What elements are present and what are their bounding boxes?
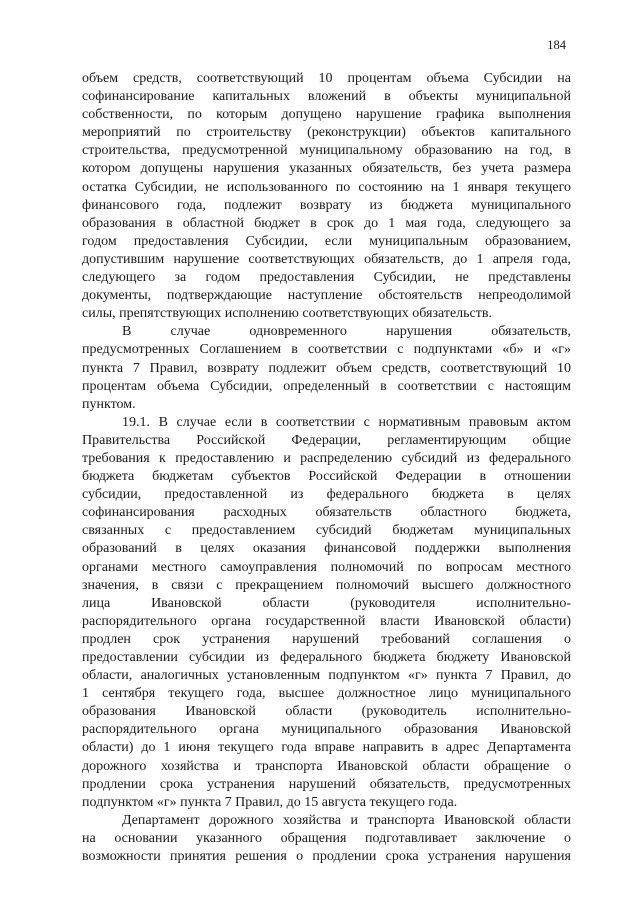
text-line: котором допущены нарушения указанных обязательств, без учета размера [82,161,571,177]
text-line: образований в целях оказания финансовой поддержки выполнения [82,541,571,557]
text-line: Департамент дорожного хозяйства и транспорта Ивановской области [122,812,571,828]
text-line: силы, препятствующих исполнению соответствующих обязательств. [82,306,492,322]
paragraph [82,414,571,812]
text-line: мероприятий по строительству (реконструкции) объектов капитального [82,125,571,141]
text-line: значения, в связи с прекращением полномочий высшего должностного [82,577,571,593]
text-line: процентам объема Субсидии, определенный в соответствии с настоящим [82,378,571,394]
text-line: софинансирования расходных обязательств областного бюджета, [82,505,571,521]
text-line: В случае одновременного нарушения обязательств, [122,324,571,340]
text-line: области, аналогичных установленным подпунктом «г» пункта 7 Правил, до [82,668,571,684]
text-line: дорожного хозяйства и транспорта Ивановской области обращение о [82,758,571,774]
paragraph [82,812,571,866]
text-line: образования в областной бюджет в срок до 1 мая года, следующего за [82,215,571,231]
text-line: документы, подтверждающие наступление обстоятельств непреодолимой [82,288,571,304]
text-line: годом предоставления Субсидии, если муниципальным образованием, [82,233,571,249]
text-line: продлении срока устранения нарушений обязательств, предусмотренных [82,776,571,792]
text-line: пунктом. [82,396,136,412]
text-line: распорядительного органа государственной власти Ивановской области) [82,613,571,629]
text-line: продлен срок устранения нарушений требований соглашения о [82,631,571,647]
text-line: предоставлении субсидии из федерального бюджета бюджету Ивановской [82,650,571,665]
text-line: собственности, по которым допущено нарушение графика выполнения [82,107,571,123]
text-line: пункта 7 Правил, возврату подлежит объем средств, соответствующий 10 [82,360,571,376]
text-line: субсидии, предоставленной из федерального бюджета в целях [82,487,571,503]
text-line: финансового года, подлежит возврату из бюджета муниципального [82,197,571,213]
text-line: допустившим нарушение соответствующих обязательств, до 1 апреля года, [82,251,571,267]
text-line: органами местного самоуправления полномочий по вопросам местного [82,559,571,575]
text-line: строительства, предусмотренной муниципальному образованию на год, в [82,143,571,159]
paragraph [82,70,571,323]
text-line: 19.1. В случае если в соответствии с нормативным правовым актом [122,414,571,430]
page-number: 184 [547,38,566,52]
text-line: связанных с предоставлением субсидий бюджетам муниципальных [82,523,571,539]
text-line: требования к предоставлению и распределению субсидий из федерального [82,450,571,466]
text-line: софинансирование капитальных вложений в объекты муниципальной [82,89,571,105]
paragraph [82,323,571,413]
text-line: следующего за годом предоставления Субсидии, не представлены [82,270,571,286]
text-line: Правительства Российской Федерации, регламентирующим общие [82,432,571,448]
text-line: предусмотренных Соглашением в соответствии с подпунктами «б» и «г» [82,342,571,358]
text-line: объем средств, соответствующий 10 процентам объема Субсидии на [82,71,571,86]
text-line: подпунктом «г» пункта 7 Правил, до 15 августа текущего года. [82,794,458,810]
text-line: остатка Субсидии, не использованного по состоянию на 1 января текущего [82,179,571,195]
document-body [82,70,571,866]
text-line: области) до 1 июня текущего года вправе направить в адрес Департамента [82,740,571,756]
text-line: лица Ивановской области (руководителя исполнительно- [82,595,571,611]
text-line: бюджета бюджетам субъектов Российской Федерации в отношении [82,469,571,485]
text-line: 1 сентября текущего года, высшее должностное лицо муниципального [82,686,571,702]
text-line: на основании указанного обращения подготавливает заключение о [82,830,571,846]
text-line: образования Ивановской области (руководитель исполнительно- [82,704,571,720]
text-line: возможности принятия решения о продлении срока устранения нарушения [82,849,571,865]
text-line: распорядительного органа муниципального образования Ивановской [82,722,571,738]
